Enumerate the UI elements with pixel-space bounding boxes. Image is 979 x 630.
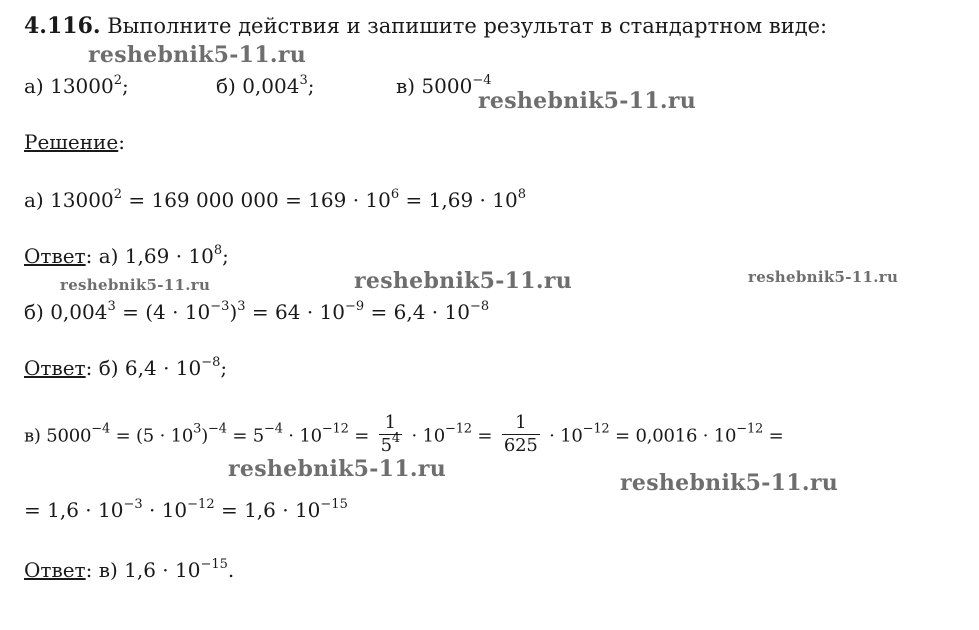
watermark: reshebnik5-11.ru <box>478 88 697 114</box>
watermark: reshebnik5-11.ru <box>354 268 573 294</box>
solution-heading: Решение: <box>24 130 125 154</box>
problem-text: Выполните действия и запишите результат в стандартном виде: <box>107 14 828 38</box>
fraction-one-over-625: $\frac{1}{625}$ <box>503 412 538 456</box>
problem-number: 4.116. <box>24 13 101 39</box>
watermark: reshebnik5-11.ru <box>228 456 447 482</box>
watermark: reshebnik5-11.ru <box>88 42 307 68</box>
problem-part-a: а) 13000$^2$; <box>24 73 129 98</box>
watermark: reshebnik5-11.ru <box>748 268 899 286</box>
solution-c: в) $5000^{-4} = (5 \cdot 10^3)^{-4} = 5^{-4} \cdot 10^{-12}$ = $\frac{1}{5^4}$ · $10^{-12}$ = $\frac{1}{625}$ · $10^{-12} = 0,0016 \cdot 10^{-12}$ = <box>24 412 784 456</box>
solution-a: а) $13000^2 = 169$ 000 $000 = 169 \cdot 10^6 = 1,69 \cdot 10^8$ <box>24 187 526 212</box>
answer-b: Ответ: б) $6,4 \cdot 10^{-8}$; <box>24 355 228 380</box>
solution-b: б) $0,004^3 = (4 \cdot 10^{-3})^3 = 64 \cdot 10^{-9} = 6,4 \cdot 10^{-8}$ <box>24 299 490 324</box>
solution-c-continued: = $1,6 \cdot 10^{-3} \cdot 10^{-12} = 1,6 \cdot 10^{-15}$ <box>24 497 348 522</box>
problem-statement <box>24 14 827 38</box>
answer-a: Ответ: а) $1,69 \cdot 10^8$; <box>24 243 229 268</box>
fraction-one-over-five-pow-four: $\frac{1}{5^4}$ <box>380 412 400 456</box>
problem-part-c: в) $5000^{-4}$ <box>396 73 492 98</box>
watermark: reshebnik5-11.ru <box>620 470 839 496</box>
answer-c: Ответ: в) $1,6 \cdot 10^{-15}$. <box>24 557 235 582</box>
problem-part-b: б) 0,004$^3$; <box>216 73 315 98</box>
watermark: reshebnik5-11.ru <box>60 276 211 294</box>
